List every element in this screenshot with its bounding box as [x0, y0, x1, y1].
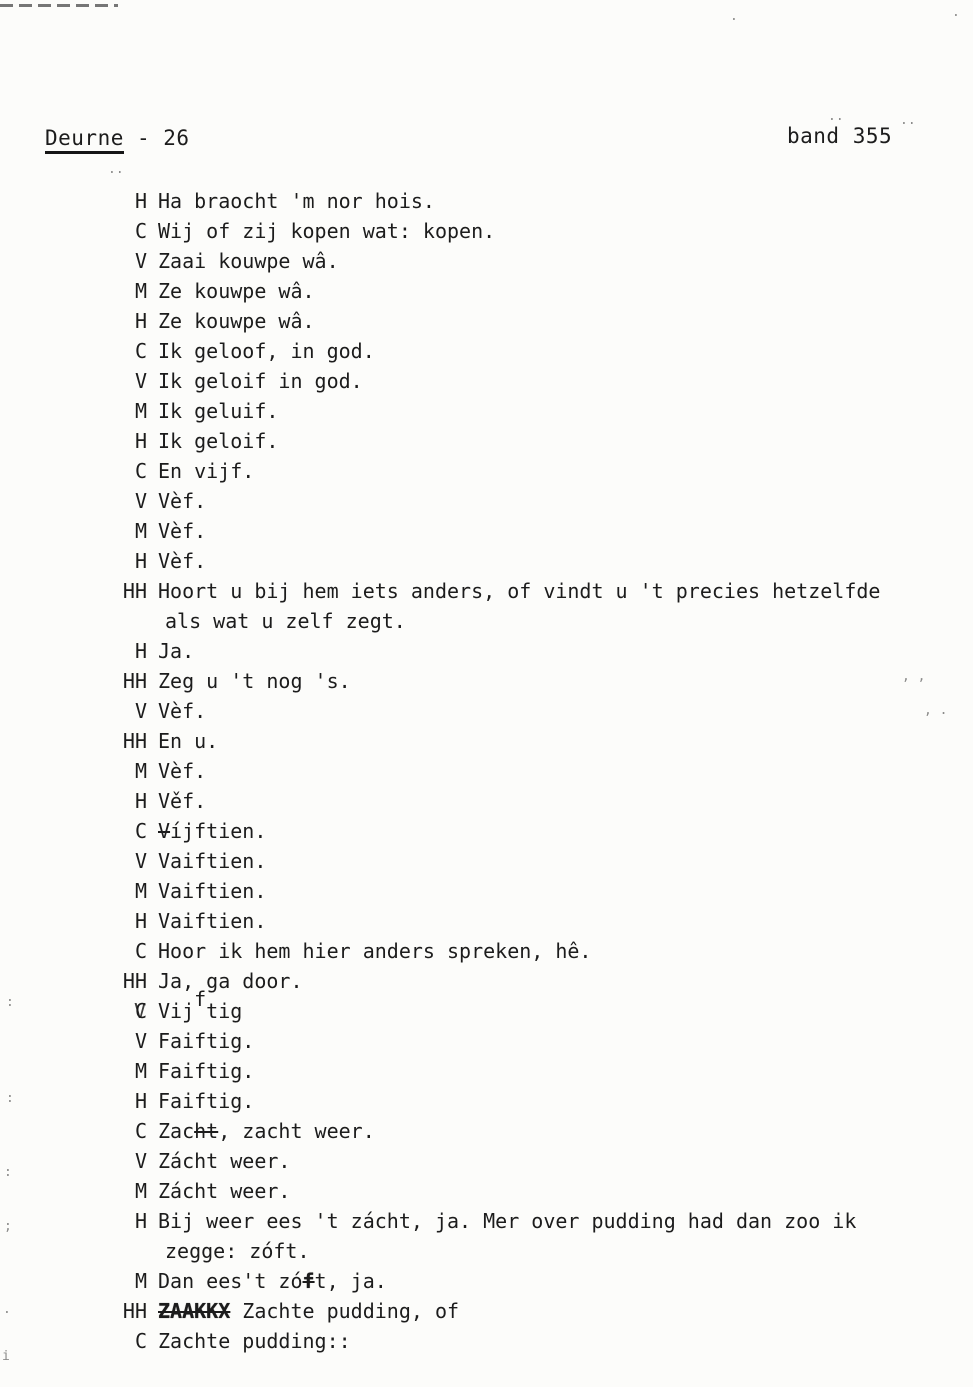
line-text: En u.: [158, 729, 219, 753]
scan-speck: i: [2, 1349, 10, 1364]
line-text: Vaiftien.: [158, 849, 267, 873]
line-text: Zácht weer.: [158, 1149, 291, 1173]
transcript-line: [112, 816, 880, 846]
transcript-line: [112, 606, 880, 636]
transcript-line: [112, 366, 880, 396]
transcript-line: [112, 1326, 880, 1356]
line-text: Ze kouwpe wâ.: [158, 279, 315, 303]
speaker-label: V: [134, 849, 147, 873]
scan-speck: ..: [828, 109, 844, 124]
speaker-label: C V: [112, 996, 147, 1026]
line-text: Faiftig.: [158, 1089, 255, 1113]
scan-edge-mark: [0, 4, 118, 7]
speaker-label: HH: [122, 729, 147, 753]
page-number: - 26: [123, 126, 190, 150]
transcript-line: [112, 696, 880, 726]
line-text: Zacht, zacht weer.: [158, 1119, 375, 1143]
speaker-label: C: [134, 819, 147, 843]
scan-speck: .: [730, 9, 738, 24]
line-text: Hoor ik hem hier anders spreken, hê.: [158, 939, 592, 963]
transcript-line: [112, 876, 880, 906]
scan-speck: , ,: [902, 669, 926, 684]
scan-speck: :: [6, 995, 14, 1010]
speaker-label: HH: [122, 579, 147, 603]
transcript-line: [112, 216, 880, 246]
line-text: Hoort u bij hem iets anders, of vindt u 't precies hetzelfde: [158, 579, 881, 603]
line-text: Víjftien.: [158, 819, 267, 843]
speaker-label: C: [134, 939, 147, 963]
line-text: Vèf.: [158, 549, 207, 573]
transcript-line: [112, 636, 880, 666]
line-text: Vaiftien.: [158, 909, 267, 933]
line-text: Vèf.: [158, 699, 207, 723]
transcript-line: [112, 516, 880, 546]
speaker-label: C: [134, 1119, 147, 1143]
speaker-label: HH: [122, 1299, 147, 1323]
line-text: Zachte pudding::: [158, 1329, 351, 1353]
transcript-line: [112, 987, 880, 1026]
transcript-line: [112, 1146, 880, 1176]
transcript-line: [112, 966, 880, 996]
line-text: Ik geloif in god.: [158, 369, 363, 393]
transcript-line: [112, 1206, 880, 1236]
transcript-line: [112, 1266, 880, 1296]
speaker-label: M: [134, 279, 147, 303]
line-text: als wat u zelf zegt.: [165, 609, 406, 633]
scan-speck: , .: [924, 703, 948, 718]
speaker-label: C: [134, 339, 147, 363]
page-header-left: [45, 126, 190, 154]
line-text: Ja, ga door.: [158, 969, 303, 993]
speaker-label: H: [134, 189, 147, 213]
speaker-label: M: [134, 399, 147, 423]
speaker-label: H: [134, 549, 147, 573]
transcript-line: [112, 186, 880, 216]
speaker-label: V: [134, 249, 147, 273]
speaker-label: C: [134, 219, 147, 243]
transcript-line: [112, 276, 880, 306]
transcript-line: [112, 1056, 880, 1086]
transcript-line: [112, 786, 880, 816]
line-text: Vèf.: [158, 489, 207, 513]
speaker-label: V: [134, 699, 147, 723]
scan-speck: .: [952, 5, 960, 20]
transcript-line: [112, 456, 880, 486]
transcript-line: [112, 396, 880, 426]
transcript-line: [112, 936, 880, 966]
transcript-line: [112, 756, 880, 786]
speaker-label: H: [134, 639, 147, 663]
line-text: Bij weer ees 't zácht, ja. Mer over pudding had dan zoo ik: [158, 1209, 857, 1233]
speaker-label: M: [134, 879, 147, 903]
line-text: Vèf.: [158, 519, 207, 543]
speaker-label: V: [134, 489, 147, 513]
transcript-line: [112, 1296, 880, 1326]
speaker-label: [112, 606, 147, 636]
transcript-line: [112, 246, 880, 276]
speaker-label: H: [134, 789, 147, 813]
line-text: En vijf.: [158, 459, 255, 483]
transcript-line: [112, 1116, 880, 1146]
transcript-line: [112, 546, 880, 576]
scan-speck: ..: [108, 162, 124, 177]
scan-speck: .: [3, 1302, 11, 1317]
line-text: Ha braocht 'm nor hois.: [158, 189, 435, 213]
line-text: Faiftig.: [158, 1059, 255, 1083]
line-text: Ja.: [158, 639, 195, 663]
speaker-label: H: [134, 429, 147, 453]
band-label: band 355: [787, 124, 893, 148]
transcript-line: [112, 666, 880, 696]
transcript-line: [112, 1236, 880, 1266]
speaker-label: [112, 1236, 147, 1266]
line-text: Věf.: [158, 789, 207, 813]
speaker-label: M: [134, 519, 147, 543]
transcript-line: [112, 336, 880, 366]
transcript-line: [112, 726, 880, 756]
speaker-label: H: [134, 1089, 147, 1113]
scan-speck: ..: [900, 113, 916, 128]
line-text: Zeg u 't nog 's.: [158, 669, 351, 693]
line-text: Faiftig.: [158, 1029, 255, 1053]
line-text: Ik geluif.: [158, 399, 279, 423]
transcript-line: [112, 1176, 880, 1206]
line-text: Vaiftien.: [158, 879, 267, 903]
transcript-line: [112, 1026, 880, 1056]
line-text: Dan ees't zóft, ja.: [158, 1269, 387, 1293]
speaker-label: C: [134, 459, 147, 483]
speaker-label: H: [134, 1209, 147, 1233]
speaker-label: HH: [122, 969, 147, 993]
speaker-label: H: [134, 309, 147, 333]
location-title: Deurne: [45, 126, 124, 154]
line-text: Vijftig: [158, 987, 243, 1023]
transcript-line: [112, 486, 880, 516]
scan-speck: :: [4, 1165, 12, 1180]
transcript-line: [112, 306, 880, 336]
speaker-label: V: [134, 1149, 147, 1173]
line-text: ZAAKKX Zachte pudding, of: [158, 1299, 460, 1323]
transcript-line: [112, 846, 880, 876]
line-text: Vèf.: [158, 759, 207, 783]
line-text: Zácht weer.: [158, 1179, 291, 1203]
transcript-line: [112, 906, 880, 936]
transcript-line: [112, 576, 880, 606]
speaker-label: V: [134, 1029, 147, 1053]
speaker-label: M: [134, 1179, 147, 1203]
speaker-label: C: [134, 1329, 147, 1353]
line-text: zegge: zóft.: [165, 1239, 310, 1263]
transcript-line: [112, 1086, 880, 1116]
line-text: Wij of zij kopen wat: kopen.: [158, 219, 496, 243]
scan-speck: ;: [4, 1219, 12, 1234]
line-text: Ze kouwpe wâ.: [158, 309, 315, 333]
line-text: Zaai kouwpe wâ.: [158, 249, 339, 273]
speaker-label: M: [134, 1269, 147, 1293]
speaker-label: HH: [122, 669, 147, 693]
transcript-line: [112, 426, 880, 456]
line-text: Ik geloif.: [158, 429, 279, 453]
transcript: [112, 186, 880, 1356]
speaker-label: M: [134, 759, 147, 783]
speaker-label: M: [134, 1059, 147, 1083]
speaker-label: V: [134, 369, 147, 393]
scan-speck: :: [6, 1091, 14, 1106]
line-text: Ik geloof, in god.: [158, 339, 375, 363]
speaker-label: H: [134, 909, 147, 933]
